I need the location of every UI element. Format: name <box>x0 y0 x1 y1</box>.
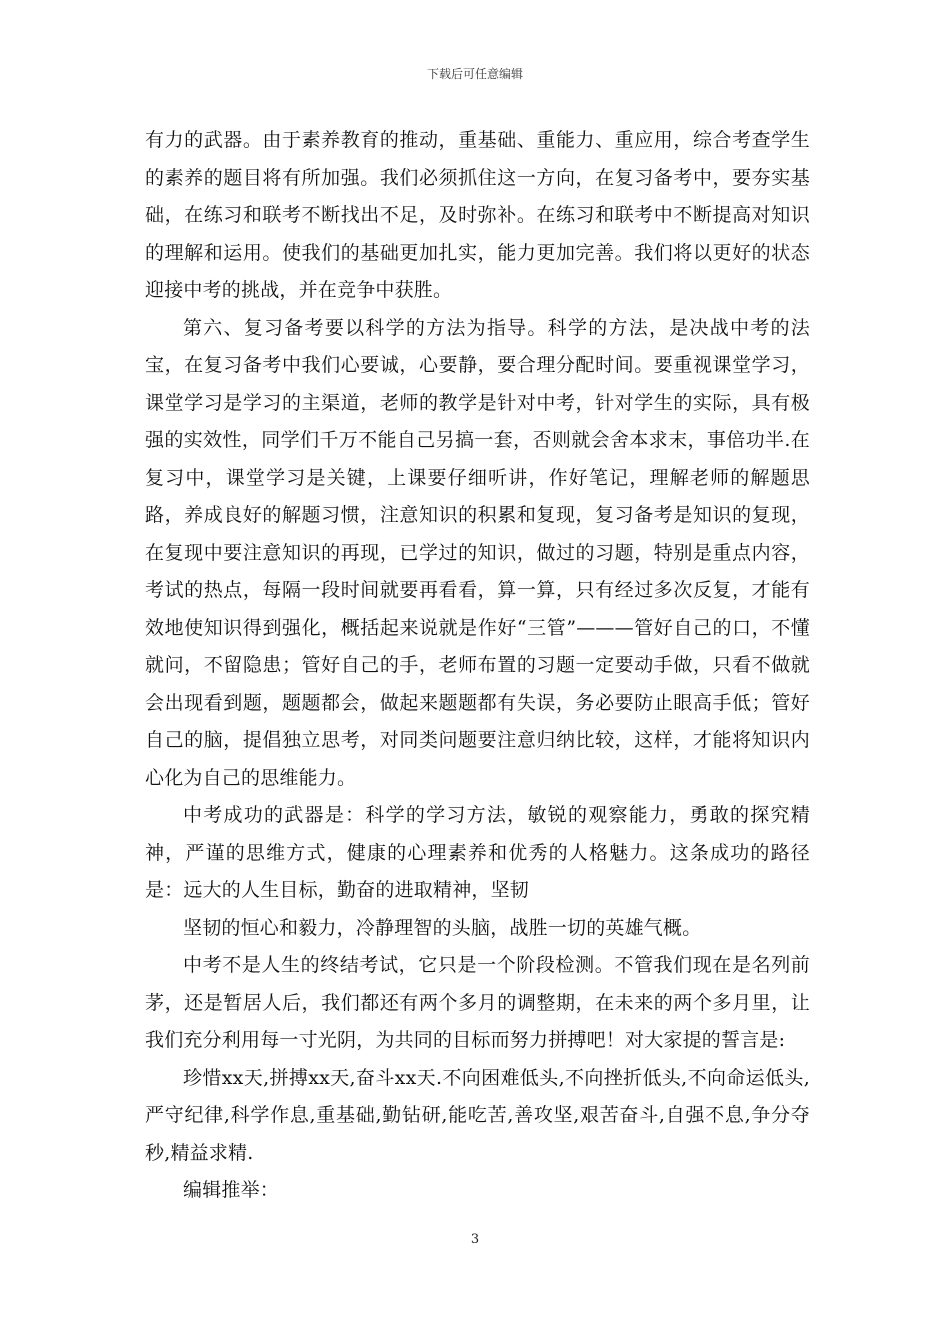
paragraph-7: 编辑推举： <box>183 1179 280 1201</box>
page-number: 3 <box>470 1232 480 1247</box>
paragraph-6: 珍惜xx天,拼搏xx天,奋斗xx天.不向困难低头,不向挫折低头,不向命运低头,严守纪律,科学作息,重基础,勤钻研,能吃苦,善攻坚,艰苦奋斗,自强不息,争分夺秒,精益求精. <box>145 1066 810 1164</box>
paragraph-1: 有力的武器。由于素养教育的推动，重基础、重能力、重应用，综合考查学生的素养的题目将有所加强。我们必须抓住这一方向，在复习备考中，要夯实基础，在练习和联考不断找出不足，及时弥补。在练习和联考中不断提高对知识的理解和运用。使我们的基础更加扎实，能力更加完善。我们将以更好的状态迎接中考的挑战，并在竞争中获胜。 <box>145 129 810 301</box>
paragraph-3: 中考成功的武器是：科学的学习方法，敏锐的观察能力，勇敢的探究精神，严谨的思维方式，健康的心理素养和优秀的人格魅力。这条成功的路径是：远大的人生目标，勤奋的进取精神，坚韧 <box>145 804 810 901</box>
paragraph-5: 中考不是人生的终结考试，它只是一个阶段检测。不管我们现在是名列前茅，还是暂居人后，我们都还有两个多月的调整期，在未来的两个多月里，让我们充分利用每一寸光阴，为共同的目标而努力拼搏吧！对大家提的誓言是: <box>145 954 810 1051</box>
document-body <box>145 122 810 1210</box>
paragraph-4: 坚韧的恒心和毅力，冷静理智的头脑，战胜一切的英雄气概。 <box>183 916 702 939</box>
page-header: 下载后可任意编辑 <box>426 67 523 81</box>
paragraph-2: 第六、复习备考要以科学的方法为指导。科学的方法，是决战中考的法宝，在复习备考中我们心要诚，心要静，要合理分配时间。要重视课堂学习，课堂学习是学习的主渠道，老师的教学是针对中考，针对学生的实际，具有极强的实效性，同学们千万不能自己另搞一套，否则就会舍本求末，事倍功半.在复习中，课堂学习是关键，上课要仔细听讲，作好笔记，理解老师的解题思路，养成良好的解题习惯，注意知识的积累和复现，复习备考是知识的复现，在复现中要注意知识的再现，已学过的知识，做过的习题，特别是重点内容，考试的热点，每隔一段时间就要再看看，算一算，只有经过多次反复，才能有效地使知识得到强化，概括起来说就是作好“三管”———管好自己的口，不懂就问，不留隐患；管好自己的手，老师布置的习题一定要动手做，只看不做就会出现看到题，题题都会，做起来题题都有失误，务必要防止眼高手低；管好自己的脑，提倡独立思考，对同类问题要注意归纳比较，这样，才能将知识内心化为自己的思维能力。 <box>145 316 810 789</box>
